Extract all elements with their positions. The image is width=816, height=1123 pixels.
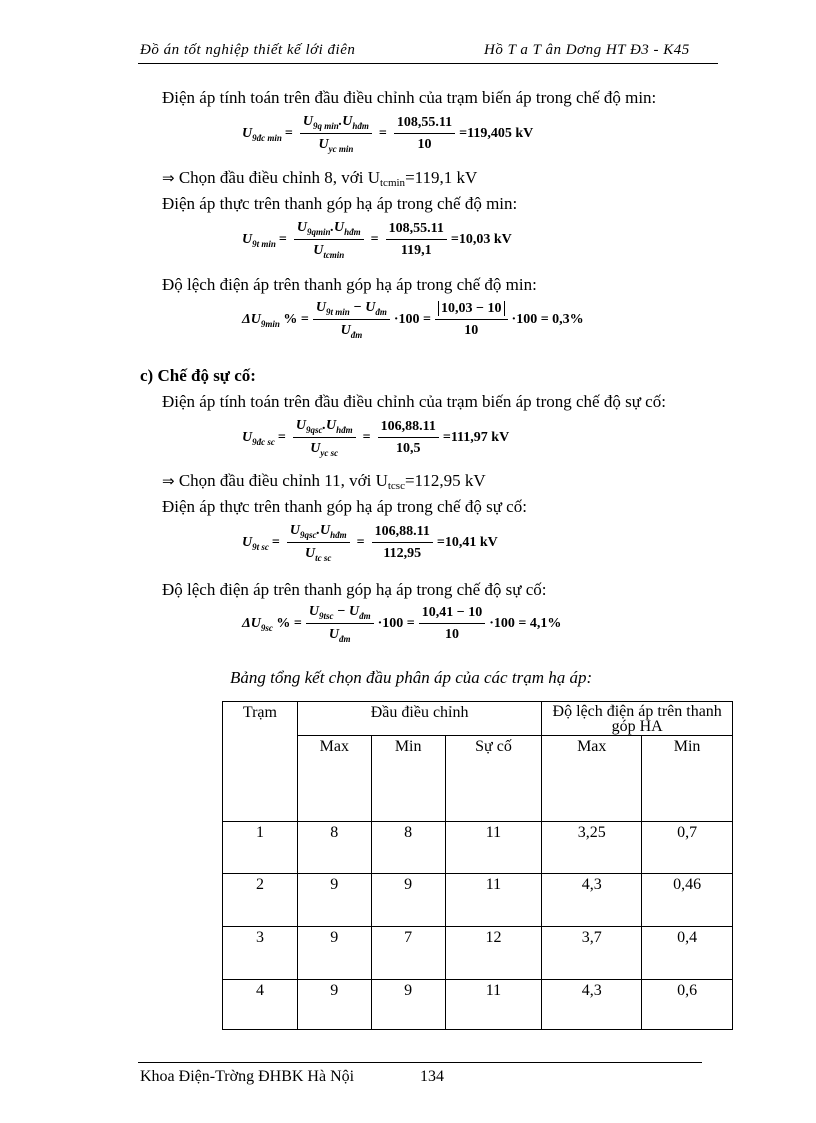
cell: 3,25: [542, 822, 642, 874]
subheader-su-co: Sự cố: [445, 736, 542, 822]
footer-divider: [138, 1062, 702, 1063]
page-number: 134: [420, 1068, 444, 1085]
cell: 9: [371, 980, 445, 1030]
section-heading: c) Chế độ sự cố:: [140, 366, 256, 385]
cell: 3,7: [542, 927, 642, 980]
header-right: Hồ T a T ân Dơng HT Đ3 - K45: [484, 42, 690, 58]
header-do-lech: Độ lệch điện áp trên thanh góp HA: [542, 702, 733, 736]
cell: 0,46: [642, 874, 733, 927]
table-row: [223, 980, 733, 1030]
implies-arrow-icon: ⇒: [162, 169, 175, 187]
cell: 0,6: [642, 980, 733, 1030]
header-left: Đồ án tốt nghiệp thiết kế lới điên: [140, 42, 356, 58]
cell: 2: [223, 874, 298, 927]
formula-udc-sc: $U_{9đc sc}$ = $\frac{U_{9qsc}.U_{hđm}}{U_{yc sc}}$ = $\frac{106,88.11}{10,5}$ =111,97 kV: [242, 418, 510, 458]
table-caption: Bảng tổng kết chọn đầu phân áp của các trạm hạ áp:: [230, 668, 593, 687]
formula-udc-min: $U_{9đc min}$ = $\frac{U_{9q min}.U_{hđm}}{U_{yc min}}$ = $\frac{108,55.11}{10}$ =119,405 kV: [242, 114, 534, 154]
cell: 4: [223, 980, 298, 1030]
table-row: [223, 822, 733, 874]
cell: 4,3: [542, 980, 642, 1030]
text-line-5: Điện áp tính toán trên đầu điều chỉnh của trạm biến áp trong chế độ sự cố:: [162, 392, 666, 411]
cell: 1: [223, 822, 298, 874]
cell: 0,7: [642, 822, 733, 874]
formula-ut-sc: $U_{9t sc}$ = $\frac{U_{9qsc}.U_{hđm}}{U_{tc sc}}$ = $\frac{106,88.11}{112,95}$ =10,41 kV: [242, 523, 498, 563]
cell: 4,3: [542, 874, 642, 927]
formula-ut-min: $U_{9t min}$ = $\frac{U_{9qmin}.U_{hđm}}{U_{tcmin}}$ = $\frac{108,55.11}{119,1}$ =10,03 kV: [242, 220, 512, 260]
cell: 11: [445, 980, 542, 1030]
cell: 3: [223, 927, 298, 980]
cell: 12: [445, 927, 542, 980]
header-tram: Trạm: [223, 702, 298, 822]
table-row: [223, 927, 733, 980]
implies-arrow-icon: ⇒: [162, 472, 175, 490]
cell: 9: [297, 980, 371, 1030]
cell: 0,4: [642, 927, 733, 980]
text-line-7: Điện áp thực trên thanh góp hạ áp trong chế độ sự cố:: [162, 497, 527, 516]
header-dau-dieu-chinh: Đầu điều chỉnh: [297, 702, 541, 736]
cell: 8: [371, 822, 445, 874]
text-line-2: ⇒ Chọn đầu điều chỉnh 8, với Utcmin=119,1 kV: [162, 168, 478, 189]
formula-deviation-min: $\Delta U_{9min}$ % = $\frac{U_{9t min} - U_{đm}}{U_{đm}}$ ·100 = $\frac{10,03 - 10}{10}$ ·100 = 0,3%: [242, 300, 584, 340]
cell: 7: [371, 927, 445, 980]
cell: 11: [445, 874, 542, 927]
cell: 9: [371, 874, 445, 927]
formula-deviation-sc: $\Delta U_{9sc}$ % = $\frac{U_{9tsc} - U_{đm}}{U_{đm}}$ ·100 = $\frac{10,41 - 10}{10}$ ·100 = 4,1%: [242, 604, 562, 644]
text-line-4: Độ lệch điện áp trên thanh góp hạ áp trong chế độ min:: [162, 275, 537, 294]
subheader-max: Max: [297, 736, 371, 822]
header-divider: [138, 63, 718, 64]
footer-left: Khoa Điện-Trờng ĐHBK Hà Nội: [140, 1068, 355, 1085]
cell: 11: [445, 822, 542, 874]
subheader-min-dev: Min: [642, 736, 733, 822]
summary-table: [222, 701, 733, 1030]
cell: 8: [297, 822, 371, 874]
cell: 9: [297, 927, 371, 980]
subheader-max-dev: Max: [542, 736, 642, 822]
text-line-8: Độ lệch điện áp trên thanh góp hạ áp trong chế độ sự cố:: [162, 580, 547, 599]
text-line-1: Điện áp tính toán trên đầu điều chỉnh của trạm biến áp trong chế độ min:: [162, 88, 657, 107]
text-line-6: ⇒ Chọn đầu điều chỉnh 11, với Utcsc=112,95 kV: [162, 471, 486, 492]
text-line-3: Điện áp thực trên thanh góp hạ áp trong chế độ min:: [162, 194, 518, 213]
table-row: [223, 874, 733, 927]
cell: 9: [297, 874, 371, 927]
subheader-min: Min: [371, 736, 445, 822]
